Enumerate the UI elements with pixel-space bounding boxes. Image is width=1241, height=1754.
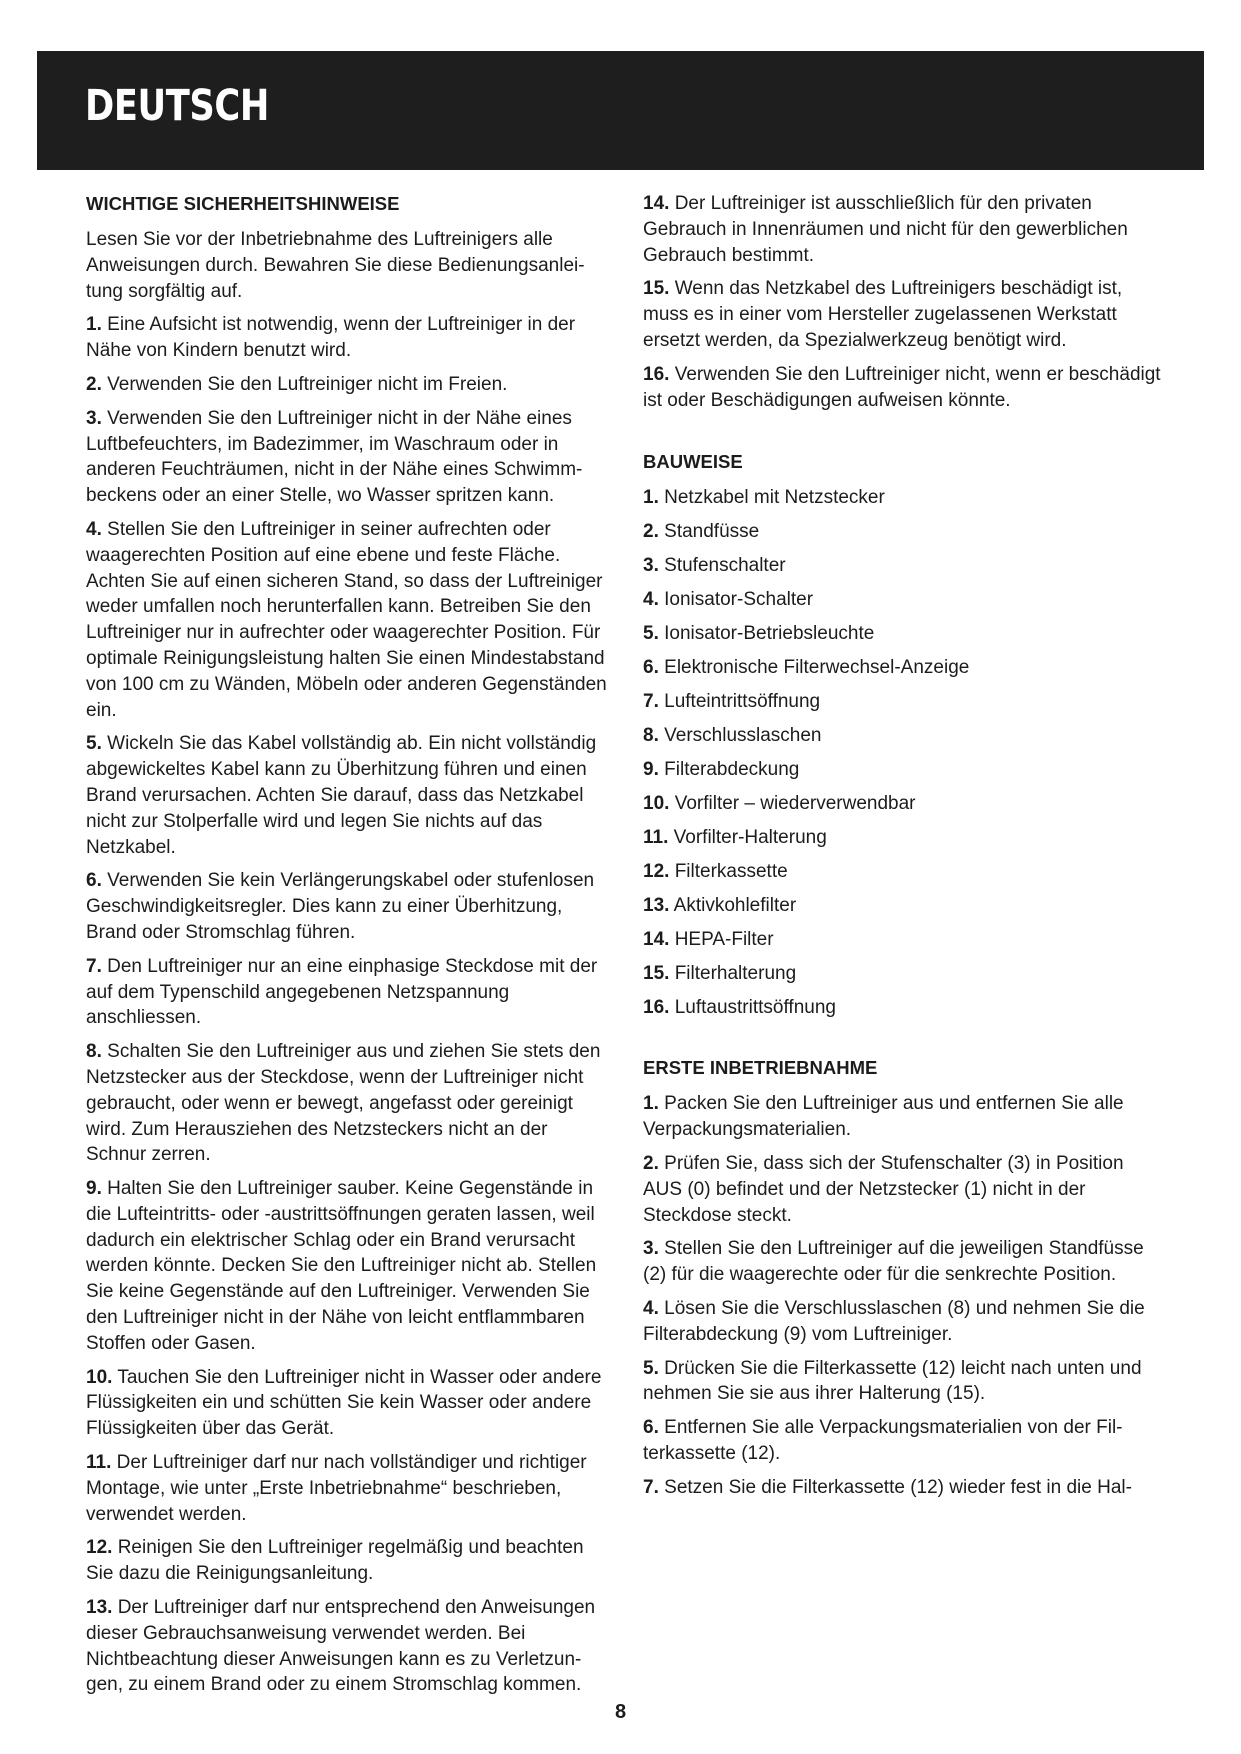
setup-step-6: 6. Entfernen Sie alle Verpackungsmaterialien von der Filterkassette (12). [643, 1417, 1123, 1464]
setup-step-7: 7. Setzen Sie die Filterkassette (12) wieder fest in die Hal- [643, 1476, 1132, 1498]
safety-item-6: 6. Verwenden Sie kein Verlängerungskabel oder stufenlosen Geschwindigkeitsregler. Dies kann zu einer Überhitzung, Brand oder Stromschlag führen. [86, 870, 595, 943]
safety-intro: Lesen Sie vor der Inbetriebnahme des Luftreinigers alle Anweisungen durch. Bewahren Sie diese Bedienungsanleitung sorgfältig auf. [86, 229, 585, 302]
part-item-3: 3. Stufenschalter [643, 555, 786, 577]
part-item-2: 2. Standfüsse [643, 521, 760, 543]
left-column [86, 191, 608, 1706]
part-item-10: 10. Vorfilter – wiederverwendbar [643, 793, 916, 815]
page-number: 8 [614, 1701, 627, 1723]
section-spacer [643, 1029, 1163, 1055]
part-item-9: 9. Filterabdeckung [643, 759, 800, 781]
part-item-6: 6. Elektronische Filterwechsel-Anzeige [643, 657, 970, 679]
part-item-4: 4. Ionisator-Schalter [643, 589, 814, 611]
safety-item-5: 5. Wickeln Sie das Kabel vollständig ab. Ein nicht vollständig abgewickeltes Kabel kann zu Überhitzung führen und einen Brand verursachen. Achten Sie darauf, dass das Netzkabel nicht zur Stolperfalle wird und legen Sie nichts auf das Netzkabel. [86, 733, 597, 858]
part-item-5: 5. Ionisator-Betriebsleuchte [643, 623, 875, 645]
part-item-14: 14. HEPA-Filter [643, 929, 774, 951]
part-item-11: 11. Vorfilter-Halterung [643, 827, 827, 849]
setup-step-5: 5. Drücken Sie die Filterkassette (12) leicht nach unten und nehmen Sie sie aus ihrer Halterung (15). [643, 1357, 1142, 1405]
safety-item-9: 9. Halten Sie den Luftreiniger sauber. Keine Gegenstände in die Lufteintritts- oder -austrittsöffnungen geraten lassen, weil dadurch ein elektrischer Schlag oder ein Brand verursacht werden könnte. Decken Sie den Luftreiniger nicht ab. Stellen Sie keine Gegenstände auf den Luftreiniger. Verwenden Sie den Luftreiniger nicht in der Nähe von leicht entflammbaren Stoffen oder Gasen. [86, 1178, 597, 1354]
safety-item-14: 14. Der Luftreiniger ist ausschließlich für den privaten Gebrauch in Innenräumen und nicht für den gewerblichen Gebrauch bestimmt. [643, 193, 1128, 266]
safety-item-1: 1. Eine Aufsicht ist notwendig, wenn der Luftreiniger in der Nähe von Kindern benutzt wird. [86, 314, 576, 362]
safety-item-16: 16. Verwenden Sie den Luftreiniger nicht, wenn er beschädigt ist oder Beschädigungen aufweisen könnte. [643, 363, 1161, 411]
safety-item-11: 11. Der Luftreiniger darf nur nach vollständiger und richtiger Montage, wie unter „Erste Inbetriebnahme“ beschrieben, verwendet werden. [86, 1452, 587, 1525]
setup-step-2: 2. Prüfen Sie, dass sich der Stufenschalter (3) in Position AUS (0) befindet und der Netzstecker (1) nicht in der Steckdose steckt. [643, 1152, 1124, 1226]
part-item-7: 7. Lufteintrittsöffnung [643, 691, 821, 713]
bauweise-heading: BAUWEISE [643, 451, 743, 473]
part-item-1: 1. Netzkabel mit Netzstecker [643, 487, 885, 509]
part-item-8: 8. Verschlusslaschen [643, 725, 822, 747]
safety-item-15: 15. Wenn das Netzkabel des Luftreinigers beschädigt ist, muss es in einer vom Hersteller zugelassenen Werkstatt ersetzt werden, da Spezialwerkzeug benötigt wird. [643, 278, 1123, 351]
part-item-12: 12. Filterkassette [643, 861, 788, 883]
section-spacer [643, 421, 1163, 449]
erste-heading: ERSTE INBETRIEBNAHME [643, 1057, 878, 1079]
setup-step-1: 1. Packen Sie den Luftreiniger aus und entfernen Sie alle Verpackungsmaterialien. [643, 1093, 1124, 1141]
part-item-16: 16. Luftaustrittsöffnung [643, 997, 836, 1019]
safety-item-10: 10. Tauchen Sie den Luftreiniger nicht in Wasser oder andere Flüssigkeiten ein und schütten Sie kein Wasser oder andere Flüssigkeiten über das Gerät. [86, 1366, 602, 1440]
setup-step-4: 4. Lösen Sie die Verschlusslaschen (8) und nehmen Sie die Filterabdeckung (9) vom Luftreiniger. [643, 1297, 1145, 1345]
language-header-bar [37, 51, 1204, 170]
language-title: DEUTSCH [85, 81, 269, 131]
part-item-15: 15. Filterhalterung [643, 963, 797, 985]
safety-item-4: 4. Stellen Sie den Luftreiniger in seiner aufrechten oder waagerechten Position auf eine ebene und feste Fläche. Achten Sie auf einen sicheren Stand, so dass der Luftreiniger weder umfallen noch herunterfallen kann. Betreiben Sie den Luftreiniger nur in aufrechter oder waagerechter Position. Für optimale Reinigungsleistung halten Sie einen Mindestabstand von 100 cm zu Wänden, Möbeln oder anderen Gegenständen ein. [86, 518, 607, 721]
safety-item-3: 3. Verwenden Sie den Luftreiniger nicht in der Nähe eines Luftbefeuchters, im Badezimmer, im Waschraum oder in anderen Feuchträumen, nicht in der Nähe eines Schwimmbeckens oder an einer Stelle, wo Wasser spritzen kann. [86, 407, 583, 507]
safety-item-2: 2. Verwenden Sie den Luftreiniger nicht im Freien. [86, 373, 508, 395]
right-column [643, 191, 1163, 1509]
setup-step-3: 3. Stellen Sie den Luftreiniger auf die jeweiligen Standfüsse (2) für die waagerechte oder für die senkrechte Position. [643, 1238, 1144, 1286]
safety-item-7: 7. Den Luftreiniger nur an eine einphasige Steckdose mit der auf dem Typenschild angegebenen Netzspannung anschliessen. [86, 955, 598, 1029]
safety-heading: WICHTIGE SICHERHEITSHINWEISE [86, 193, 400, 214]
part-item-13: 13. Aktivkohlefilter [643, 895, 797, 917]
safety-item-13: 13. Der Luftreiniger darf nur entsprechend den Anweisungen dieser Gebrauchsanweisung verwendet werden. Bei Nichtbeachtung dieser Anweisungen kann es zu Verletzungen, zu einem Brand oder zu einem Stromschlag kommen. [86, 1597, 596, 1696]
safety-item-8: 8. Schalten Sie den Luftreiniger aus und ziehen Sie stets den Netzstecker aus der Steckdose, wenn der Luftreiniger nicht gebraucht, oder wenn er bewegt, angefasst oder gereinigt wird. Zum Herausziehen des Netzsteckers nicht an der Schnur zerren. [86, 1041, 601, 1166]
safety-item-12: 12. Reinigen Sie den Luftreiniger regelmäßig und beachten Sie dazu die Reinigungsanleitung. [86, 1537, 584, 1585]
